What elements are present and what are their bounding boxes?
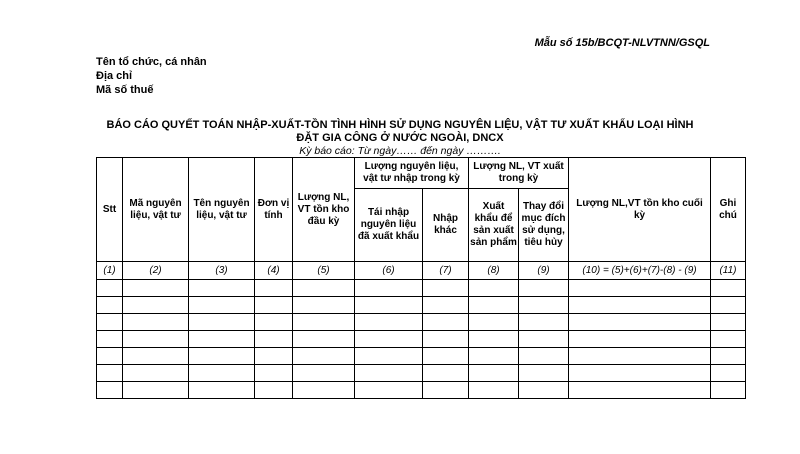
table-cell (189, 280, 255, 297)
table-cell (255, 348, 293, 365)
table-cell (355, 297, 423, 314)
table-cell (519, 331, 569, 348)
table-cell (97, 331, 123, 348)
table-cell (123, 297, 189, 314)
table-cell (469, 365, 519, 382)
table-cell (423, 365, 469, 382)
header-exported-group: Lượng NL, VT xuất trong kỳ (469, 158, 569, 189)
table-cell (123, 331, 189, 348)
report-title-line2: ĐẶT GIA CÔNG Ở NƯỚC NGOÀI, DNCX (296, 132, 504, 144)
report-title (80, 119, 720, 145)
table-cell (711, 331, 746, 348)
table-cell (123, 314, 189, 331)
table-cell (97, 314, 123, 331)
organization-block (96, 55, 207, 97)
column-number-row (97, 262, 746, 280)
table-cell (97, 297, 123, 314)
table-cell (97, 365, 123, 382)
table-cell (97, 382, 123, 399)
table-cell (255, 314, 293, 331)
table-cell (293, 382, 355, 399)
column-number: (3) (189, 262, 255, 280)
table-row (97, 280, 746, 297)
table-cell (123, 348, 189, 365)
organization-name-label: Tên tổ chức, cá nhân (96, 56, 207, 68)
column-number: (1) (97, 262, 123, 280)
table-cell (423, 280, 469, 297)
table-cell (569, 365, 711, 382)
table-cell (569, 382, 711, 399)
table-cell (423, 382, 469, 399)
report-title-line1: BÁO CÁO QUYẾT TOÁN NHẬP-XUẤT-TỒN TÌNH HÌNH SỬ DỤNG NGUYÊN LIỆU, VẬT TƯ XUẤT KHẨU LOẠI HÌNH (106, 119, 694, 131)
column-number: (4) (255, 262, 293, 280)
table-cell (569, 348, 711, 365)
table-cell (293, 297, 355, 314)
column-number: (9) (519, 262, 569, 280)
table-row (97, 297, 746, 314)
table-cell (569, 280, 711, 297)
table-body (97, 262, 746, 399)
table-cell (189, 297, 255, 314)
table-cell (519, 382, 569, 399)
header-material-name: Tên nguyên liệu, vật tư (189, 158, 255, 262)
column-number: (5) (293, 262, 355, 280)
table-cell (469, 297, 519, 314)
table-cell (423, 331, 469, 348)
table-cell (469, 314, 519, 331)
report-period: Kỳ báo cáo: Từ ngày…… đến ngày ………. (299, 145, 501, 157)
table-cell (97, 348, 123, 365)
column-number: (7) (423, 262, 469, 280)
table-cell (189, 314, 255, 331)
table-cell (189, 348, 255, 365)
header-other-import: Nhập khác (423, 189, 469, 262)
table-row (97, 314, 746, 331)
table-cell (711, 382, 746, 399)
column-number: (10) = (5)+(6)+(7)-(8) - (9) (569, 262, 711, 280)
table-cell (423, 348, 469, 365)
table-cell (293, 280, 355, 297)
header-closing-stock: Lượng NL,VT tồn kho cuối kỳ (569, 158, 711, 262)
form-code: Mẫu số 15b/BCQT-NLVTNN/GSQL (534, 37, 710, 49)
table-row (97, 382, 746, 399)
table-cell (469, 331, 519, 348)
table-row (97, 331, 746, 348)
table-cell (293, 331, 355, 348)
table-cell (255, 365, 293, 382)
header-export-production: Xuất khẩu để sản xuất sản phẩm (469, 189, 519, 262)
table-cell (123, 280, 189, 297)
table-cell (469, 348, 519, 365)
table-cell (255, 331, 293, 348)
table-cell (123, 365, 189, 382)
table-cell (293, 348, 355, 365)
header-purpose-change: Thay đổi mục đích sử dụng, tiêu hủy (519, 189, 569, 262)
table-cell (711, 365, 746, 382)
header-imported-group: Lượng nguyên liệu, vật tư nhập trong kỳ (355, 158, 469, 189)
table-cell (123, 382, 189, 399)
organization-tax-code-label: Mã số thuế (96, 84, 154, 96)
table-row (97, 365, 746, 382)
header-row-1 (97, 158, 746, 189)
table-cell (355, 382, 423, 399)
table-cell (355, 365, 423, 382)
table-cell (355, 348, 423, 365)
table-cell (293, 365, 355, 382)
table-cell (711, 297, 746, 314)
table-cell (569, 314, 711, 331)
table-cell (519, 365, 569, 382)
table-cell (469, 280, 519, 297)
organization-address-label: Địa chỉ (96, 70, 133, 82)
table-cell (255, 280, 293, 297)
header-reimported: Tái nhập nguyên liệu đã xuất khẩu (355, 189, 423, 262)
table-cell (519, 280, 569, 297)
table-cell (569, 331, 711, 348)
column-number: (6) (355, 262, 423, 280)
header-note: Ghi chú (711, 158, 746, 262)
table-cell (189, 365, 255, 382)
table-cell (711, 280, 746, 297)
table-cell (519, 297, 569, 314)
column-number: (8) (469, 262, 519, 280)
table-cell (189, 331, 255, 348)
report-table (96, 157, 746, 399)
table-row (97, 348, 746, 365)
table-cell (189, 382, 255, 399)
table-cell (569, 297, 711, 314)
header-opening-stock: Lượng NL, VT tồn kho đầu kỳ (293, 158, 355, 262)
table-cell (711, 314, 746, 331)
table-cell (711, 348, 746, 365)
column-number: (2) (123, 262, 189, 280)
header-stt: Stt (97, 158, 123, 262)
header-material-code: Mã nguyên liệu, vật tư (123, 158, 189, 262)
table-cell (469, 382, 519, 399)
table-cell (423, 314, 469, 331)
table-cell (97, 280, 123, 297)
column-number: (11) (711, 262, 746, 280)
table-cell (519, 314, 569, 331)
table-cell (519, 348, 569, 365)
table-cell (255, 297, 293, 314)
header-unit: Đơn vị tính (255, 158, 293, 262)
table-cell (355, 314, 423, 331)
table-cell (355, 280, 423, 297)
table-cell (423, 297, 469, 314)
table-cell (355, 331, 423, 348)
table-cell (293, 314, 355, 331)
table-cell (255, 382, 293, 399)
